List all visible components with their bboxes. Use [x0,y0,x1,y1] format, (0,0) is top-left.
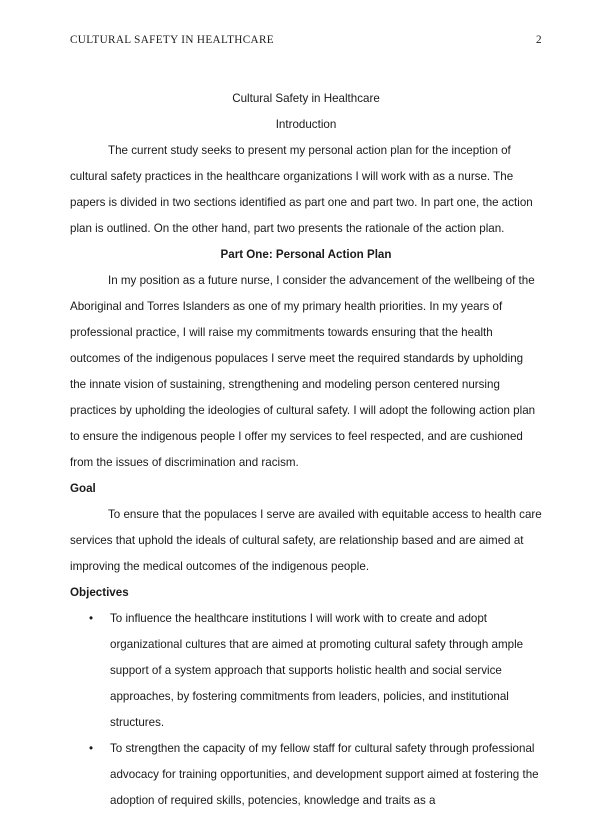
running-header [70,33,542,47]
objectives-list [70,606,542,814]
heading-goal: Goal [70,482,96,495]
list-item [70,606,542,736]
heading-objectives: Objectives [70,586,129,599]
document-body [70,86,542,814]
paragraph-introduction: The current study seeks to present my personal action plan for the inception of cultural safety practices in the healthcare organizations I will work with as a nurse. The papers is divided in two sections identified as part one and part two. In part one, the action plan is outlined. On the other hand, part two presents the rationale of the action plan. [70,144,533,235]
bullet-icon: • [89,742,94,755]
list-item-text: To strengthen the capacity of my fellow staff for cultural safety through professional advocacy for training opportunities, and development support aimed at fostering the adoption of required skills, potencies, knowledge and traits as a [110,742,539,807]
heading-introduction: Introduction [275,118,337,131]
bullet-icon: • [89,612,94,625]
list-item [70,736,542,814]
list-item-text: To influence the healthcare institutions I will work with to create and adopt organizational cultures that are aimed at promoting cultural safety through ample support of a system approach that supports holistic health and social service approaches, by fostering commitments from leaders, policies, and institutional structures. [110,612,524,729]
paragraph-goal: To ensure that the populaces I serve are availed with equitable access to health care services that uphold the ideals of cultural safety, are relationship based and are aimed at improving the medical outcomes of the indigenous people. [70,508,542,573]
document-title: Cultural Safety in Healthcare [232,92,380,105]
paragraph-part-one: In my position as a future nurse, I consider the advancement of the wellbeing of the Aboriginal and Torres Islanders as one of my primary health priorities. In my years of professional practice, I will raise my commitments towards ensuring that the health outcomes of the indigenous populaces I serve meet the required standards by upholding the innate vision of sustaining, strengthening and modeling person centered nursing practices by upholding the ideologies of cultural safety. I will adopt the following action plan to ensure the indigenous people I offer my services to feel respected, and are cushioned from the issues of discrimination and racism. [70,274,536,469]
heading-part-one: Part One: Personal Action Plan [220,248,392,261]
running-header-title: CULTURAL SAFETY IN HEALTHCARE [70,34,274,46]
page-number: 2 [536,34,542,46]
